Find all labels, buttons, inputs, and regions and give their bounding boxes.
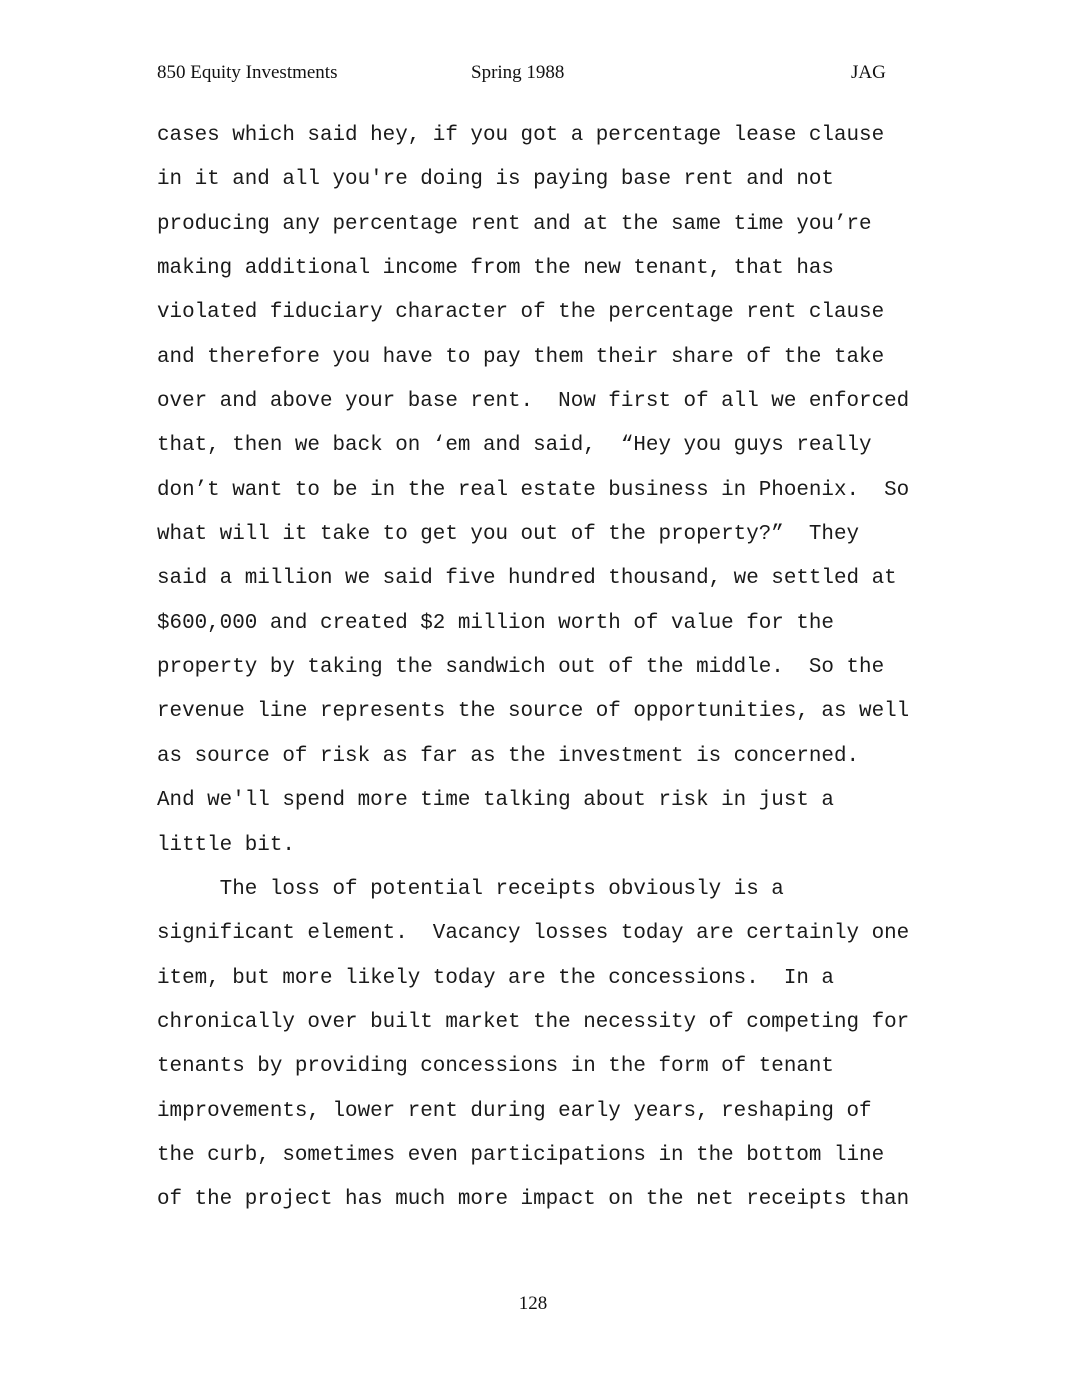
text-line: chronically over built market the necessity of competing for: [157, 1010, 910, 1034]
text-line: producing any percentage rent and at the same time you’re: [157, 212, 872, 236]
text-line: significant element. Vacancy losses today are certainly one: [157, 922, 910, 946]
page-number: 128: [518, 1293, 548, 1314]
text-line: item, but more likely today are the concessions. In a: [157, 966, 834, 990]
text-line: improvements, lower rent during early years, reshaping of: [157, 1099, 872, 1123]
header-initials: JAG: [851, 62, 886, 83]
text-line: making additional income from the new tenant, that has: [157, 257, 834, 281]
text-line: in it and all you're doing is paying base rent and not: [157, 168, 834, 192]
text-line: cases which said hey, if you got a percentage lease clause: [157, 124, 885, 147]
text-line: And we'll spend more time talking about risk in just a: [157, 789, 834, 813]
text-line: of the project has much more impact on the net receipts than: [157, 1188, 910, 1212]
text-line: as source of risk as far as the investment is concerned.: [157, 744, 860, 768]
text-line: little bit.: [157, 833, 295, 857]
text-line: violated fiduciary character of the percentage rent clause: [157, 301, 885, 325]
header-term: Spring 1988: [471, 62, 565, 83]
text-line: the curb, sometimes even participations in the bottom line: [157, 1143, 885, 1167]
text-line: that, then we back on ‘em and said, “Hey you guys really: [157, 434, 872, 458]
text-line: said a million we said five hundred thousand, we settled at: [157, 567, 897, 591]
text-line: over and above your base rent. Now first of all we enforced: [157, 390, 910, 414]
header-course-title: 850 Equity Investments: [157, 62, 338, 83]
text-line: $600,000 and created $2 million worth of value for the: [157, 611, 834, 635]
page-header: [0, 62, 1066, 90]
text-line: revenue line represents the source of opportunities, as well: [157, 700, 910, 724]
text-line: property by taking the sandwich out of the middle. So the: [157, 656, 885, 680]
text-line: tenants by providing concessions in the form of tenant: [157, 1055, 834, 1079]
text-line: what will it take to get you out of the property?” They: [157, 523, 860, 547]
text-line: don’t want to be in the real estate business in Phoenix. So: [157, 478, 910, 502]
transcript-body: [157, 123, 927, 1232]
text-line: The loss of potential receipts obviously is a: [157, 877, 784, 901]
text-line: and therefore you have to pay them their share of the take: [157, 345, 885, 369]
